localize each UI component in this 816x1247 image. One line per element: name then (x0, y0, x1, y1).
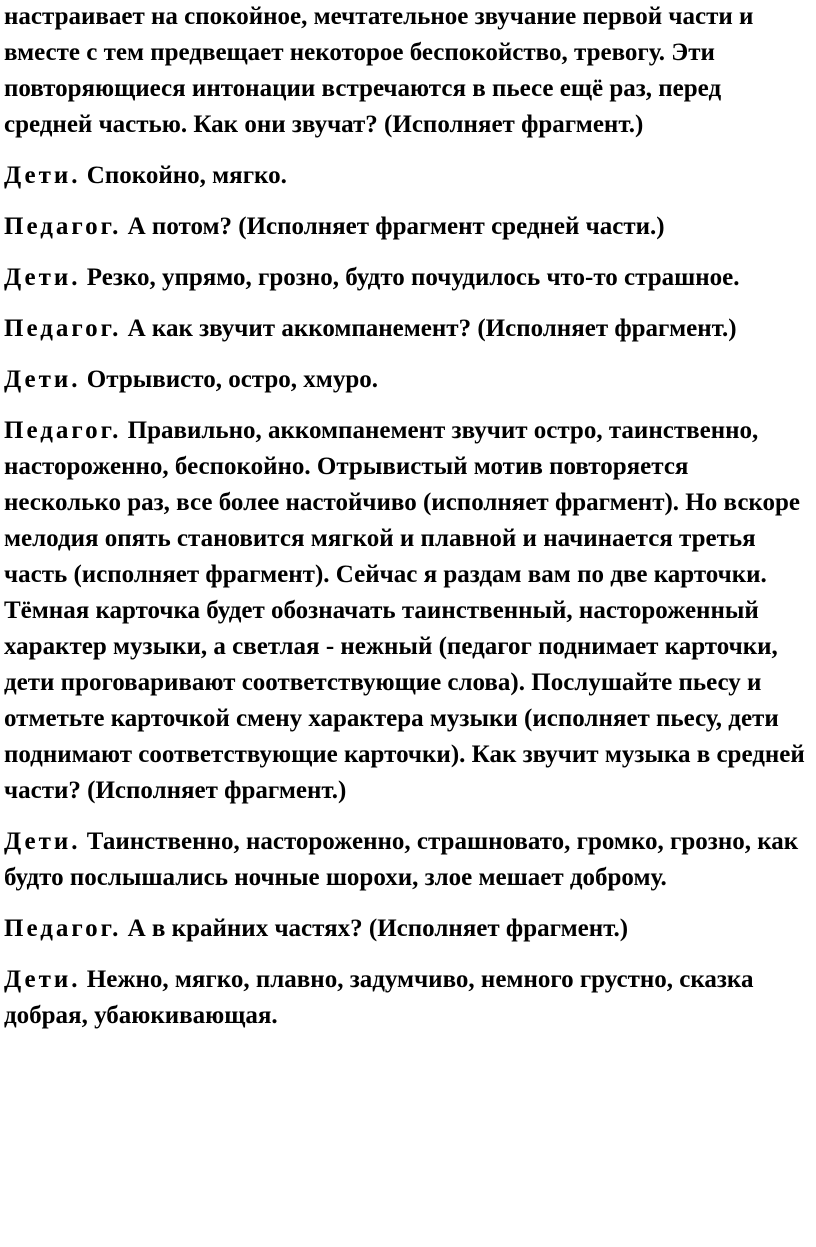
speaker-label: Дети. (4, 828, 81, 855)
paragraph-children-reply (4, 158, 810, 194)
speaker-label: Дети. (4, 264, 81, 291)
paragraph-text: Отрывисто, остро, хмуро. (80, 366, 378, 393)
speaker-label: Педагог. (4, 915, 122, 942)
speaker-label: Дети. (4, 366, 81, 393)
speaker-label: Педагог. (4, 417, 122, 444)
speaker-label: Педагог. (4, 213, 122, 240)
paragraph-text: А потом? (Исполняет фрагмент средней части.) (121, 213, 665, 240)
paragraph-teacher-line (4, 311, 810, 347)
paragraph-intro (4, 0, 810, 143)
paragraph-text: Нежно, мягко, плавно, задумчиво, немного грустно, сказка добрая, убаюкивающая. (4, 966, 754, 1029)
paragraph-children-reply (4, 962, 810, 1034)
paragraph-teacher-line (4, 413, 810, 809)
paragraph-text: Спокойно, мягко. (80, 162, 287, 189)
paragraph-text: Правильно, аккомпанемент звучит остро, таинственно, настороженно, беспокойно. Отрывистый мотив повторяется несколько раз, все более настойчиво (исполняет фрагмент). Но вскоре мелодия опять становится мягкой и плавной и начинается третья часть (исполняет фрагмент). Сейчас я раздам вам по две карточки. Тёмная карточка будет обозначать таинственный, настороженный характер музыки, а светлая - нежный (педагог поднимает карточки, дети проговаривают соответствующие слова). Послушайте пьесу и отметьте карточкой смену характера музыки (исполняет пьесу, дети поднимают соответствующие карточки). Как звучит музыка в средней части? (Исполняет фрагмент.) (4, 417, 805, 804)
paragraph-teacher-line (4, 209, 810, 245)
speaker-label: Дети. (4, 162, 81, 189)
speaker-label: Дети. (4, 966, 81, 993)
paragraph-text: Таинственно, настороженно, страшновато, громко, грозно, как будто послышались ночные шорохи, злое мешает доброму. (4, 828, 799, 891)
paragraph-text: Резко, упрямо, грозно, будто почудилось что-то страшное. (80, 264, 740, 291)
paragraph-children-reply (4, 824, 810, 896)
paragraph-children-reply (4, 260, 810, 296)
paragraph-text: настраивает на спокойное, мечтательное звучание первой части и вместе с тем предвещает некоторое беспокойство, тревогу. Эти повторяющиеся интонации встречаются в пьесе ещё раз, перед средней частью. Как они звучат? (Исполняет фрагмент.) (4, 3, 754, 138)
paragraph-text: А в крайних частях? (Исполняет фрагмент.) (121, 915, 629, 942)
paragraph-text: А как звучит аккомпанемент? (Исполняет фрагмент.) (121, 315, 737, 342)
paragraph-teacher-line (4, 911, 810, 947)
speaker-label: Педагог. (4, 315, 122, 342)
paragraph-children-reply (4, 362, 810, 398)
